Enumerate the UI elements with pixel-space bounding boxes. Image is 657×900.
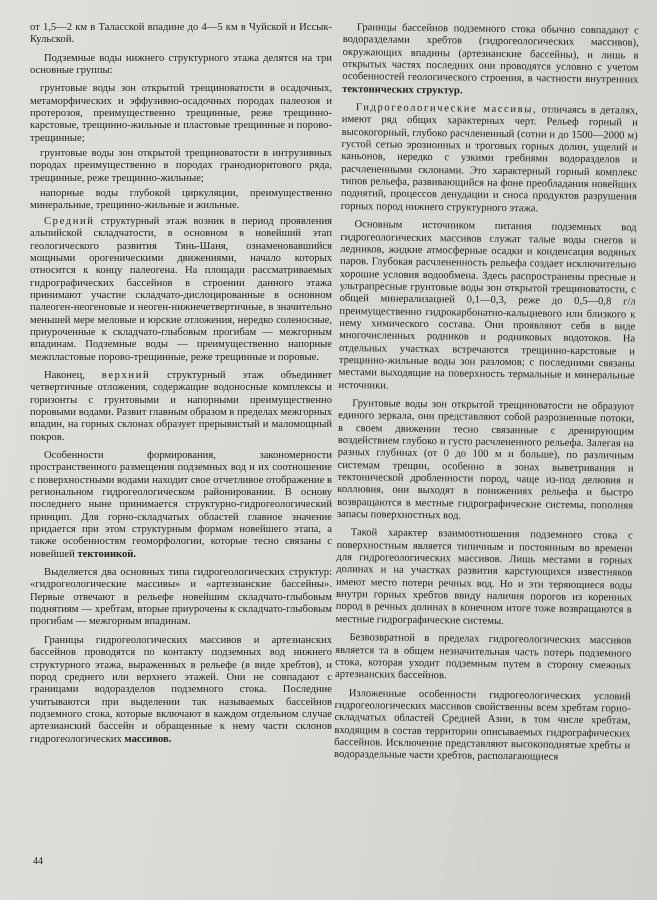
paragraph: от 1,5—2 км в Таласской впадине до 4—5 км в Чуйской и Иссык-Кульской. — [30, 22, 332, 46]
spaced-term: Гидрогеологические массивы, — [355, 102, 538, 116]
right-column — [334, 22, 639, 771]
paragraph — [341, 102, 638, 217]
paragraph-text: структурный этаж возник в период проявления альпийской складчатости, в основном в новейший этап геологического развития Тянь-Шаня, ознаменовавшийся мощными орогеническими движениями, начало которых относится к концу палеогена. На площади рассматриваемых гидрографических бассейнов в строении данного этажа принимают участие складчато-дислоцированные в основном палеоген-неогеновые и неоген-нижнечетвертичные, в значительно меньшей мере меловые и юрские отложения, нередко соленосные, приуроченные к складчато-глыбовым прогибам — межгорным впадинам. Подземные воды — преимущественно напорные межпластовые порово-трещинные, реже трещинные и поровые. — [30, 215, 332, 363]
paragraph-text: Границы гидрогеологических массивов и артезианских бассейнов проводятся по контакту подземных вод нижнего структурного этажа, выраженных в рельефе (в виде хребтов), и пород среднего или верхнего этажей. Они не совпадают с границами водоразделов подземного стока. Последние учитываются при выделении так называемых бассейнов подземного стока, которые включают в каждом отдельном случае артезианский бассейн и обращенные к нему части склонов гидрогеологических — [30, 634, 332, 745]
paragraph-text: отличаясь в деталях, имеют ряд общих характерных черт. Рельеф горный и высокогорный, глубоко расчлененный (сотни и до 1500—2000 м) густой сетью эрозионных и троговых горных долин, ущелий и каньонов, нередко с узкими гребнями водоразделов и расчлененными склонами. Это характерный горный комплекс типов рельефа, развивающийся на фоне преобладания новейших поднятий, процессов денудации и сноса продуктов разрушения горных пород нижнего структурного этажа. — [340, 104, 638, 215]
paragraph: Такой характер взаимоотношения подземного стока с поверхностным является типичным и постоянным во времени для гидрогеологических массивов. Лишь местами в горных долинах и на участках развития карстующихся известняков имеют место потери речных вод. Но и эти теряющиеся воды внутри горных хребтов ввиду наличия порогов из коренных пород в речных долинах в конечном итоге тоже возвращаются в местные гидрографические системы. — [335, 527, 633, 627]
spaced-term: Средний — [44, 215, 95, 227]
list-item: напорные воды глубокой циркуляции, преимущественно минеральные, трещинно-жильные и жильные. — [30, 188, 332, 212]
list-item: грунтовые воды зон открытой трещиноватости в интрузивных породах преимущественно в породах гранодиоритового ряда, трещинные, реже трещинно-жильные; — [30, 148, 332, 184]
paragraph: Грунтовые воды зон открытой трещиноватости не образуют единого зеркала, они представляют собой разрозненные потоки, в своем движении тесно связанные с дренирующим воздействием глубоко и густо расчлененного рельефа. Залегая на разных глубинах (от 0 до 100 м и больше), по различным системам трещин, особенно в зонах выветривания и тектонической дробленности пород, чаще из-под делювия и коллювия, они выходят в понижениях рельефа и быстро возвращаются в местные гидрографические системы, пополняя запасы поверхностных вод. — [336, 398, 635, 522]
list-item: грунтовые воды зон открытой трещиноватости в осадочных, метаморфических и эффузивно-осадочных породах палеозоя и протерозоя, преимущественно трещинные, реже трещинно-карстовые, трещинно-жильные и пластовые трещинные и порово-трещинные; — [30, 83, 332, 144]
page-number: 44 — [33, 856, 43, 867]
paragraph-text: Наконец, — [44, 369, 102, 381]
bold-term: тектоникой. — [77, 548, 137, 560]
paragraph — [30, 635, 332, 746]
paragraph-text: Границы бассейнов подземного стока обычно совпадают с водоразделами хребтов (гидрогеологических массивов), окружающих впадины (артезианские бассейны), и лишь в открытых частях последних они проводятся условно с учетом особенностей геологического строения, в частности внутренних — [342, 22, 639, 86]
paragraph: Изложенные особенности гидрогеологических условий гидрогеологических массивов свойственны всем хребтам горно-складчатых областей Средней Азии, в том числе хребтам, входящим в состав территории описываемых гидрографических бассейнов. Исключение представляют высокоподнятые хребты и водораздельные части хребтов, располагающиеся — [333, 687, 631, 763]
spaced-term: верхний — [101, 369, 151, 381]
left-column — [30, 22, 332, 752]
paragraph: Основным источником питания подземных вод гидрогеологических массивов служат талые воды снегов и ледников, жидкие атмосферные осадки и конденсация водяных паров. Глубокая расчлененность рельефа создает исключительно хорошие условия водообмена. Здесь распространены пресные и ультрапресные грунтовые воды зон открытой трещиноватости, с общей минерализацией 0,1—0,3, реже до 0,5—0,8 г/л преимущественно гидрокарбонатно-кальциевого или близкого к нему химического состава. Они проявляют себя в виде многочисленных родников и родниковых водотоков. На отдельных участках встречаются трещинно-карстовые и трещинно-жильные воды зон разломов; с последними связаны местами выходящие на поверхность термальные и минеральные источники. — [338, 219, 637, 392]
bold-term: массивов. — [124, 733, 172, 745]
paragraph: Подземные воды нижнего структурного этажа делятся на три основные группы: — [30, 52, 332, 77]
paragraph: Выделяется два основных типа гидрогеологических структур: «гидрогеологические массивы» и «артезианские бассейны». Первые отвечают в рельефе новейшим складчато-глыбовым поднятиям — хребтам, вторые приурочены к складчато-глыбовым прогибам — межгорным впадинам. — [30, 567, 332, 628]
bold-term: тектонических структур. — [342, 83, 463, 97]
paragraph — [30, 216, 332, 364]
paragraph-text: Особенности формирования, закономерности пространственного размещения подземных вод и их соотношение с поверхностными водами находит свое отчетливое отображение в региональном гидрогеологическом районировании. В основу последнего ныне принимается структурно-гидрогеологический принцип. Для горно-складчатых областей главное значение придается при этом структурным формам новейшего этапа, а также особенностям геоморфологии, которые тесно связаны с новейшей — [30, 450, 332, 560]
paragraph-text: структурный этаж объединяет четвертичные отложения, содержащие водоносные комплексы и горизонты с грунтовыми и напорными преимущественно поровыми водами. Развит главным образом в пределах межгорных впадин, на горных склонах образует прерывистый и маломощный покров. — [30, 369, 332, 443]
paragraph — [30, 450, 332, 561]
paragraph — [342, 22, 639, 100]
paragraph — [30, 370, 332, 444]
paragraph: Безвозвратной в пределах гидрогеологических массивов является та в общем незначительная часть потерь подземного стока, которая уходит подземным путем в сторону смежных артезианских бассейнов. — [334, 632, 632, 682]
